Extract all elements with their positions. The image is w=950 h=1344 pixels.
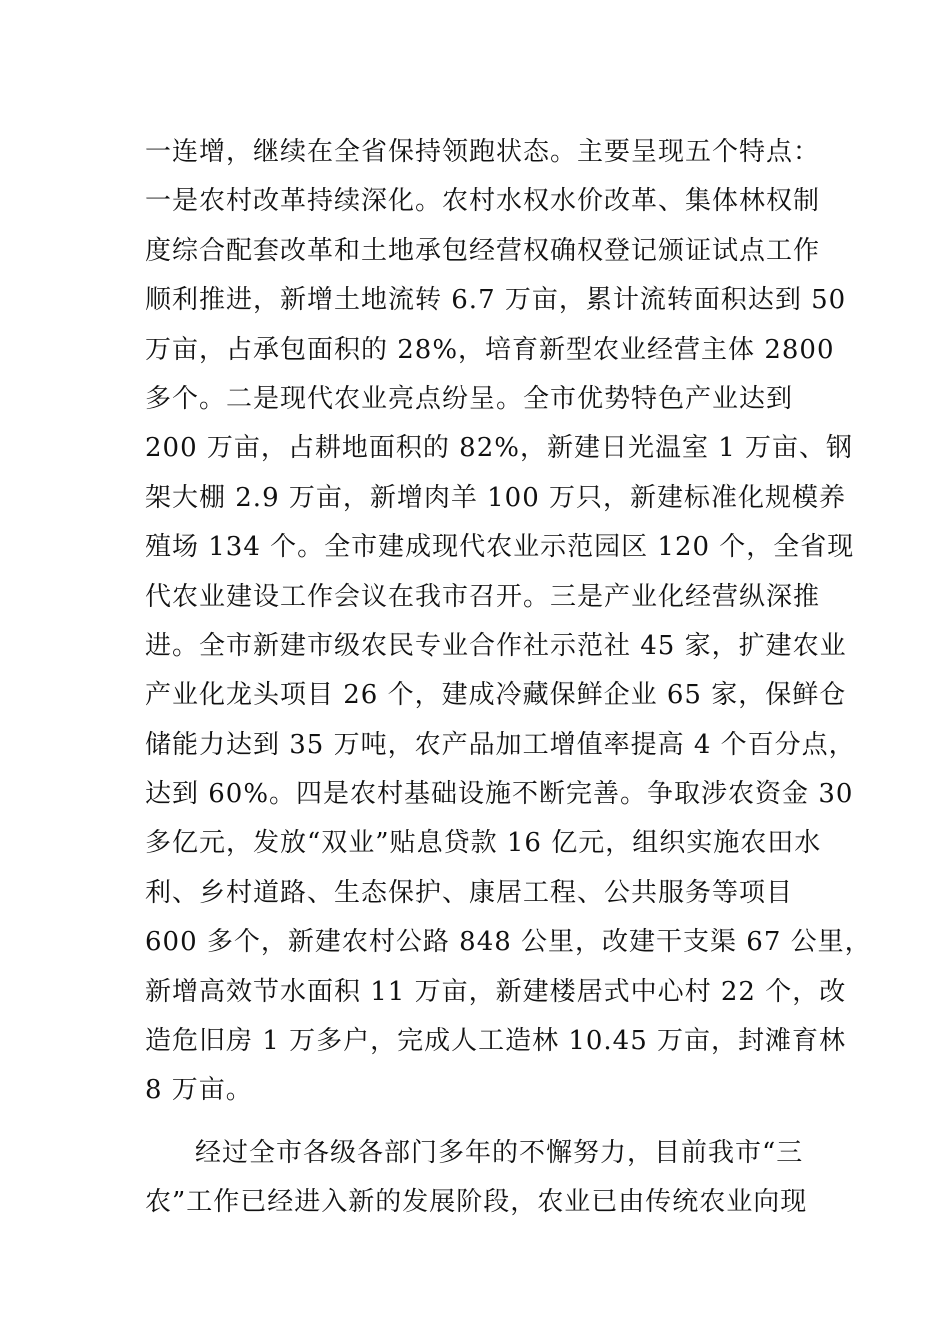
text-line: 度综合配套改革和土地承包经营权确权登记颁证试点工作 xyxy=(145,235,821,266)
text-line: 殖场 134 个。全市建成现代农业示范园区 120 个，全省现 xyxy=(145,532,855,563)
paragraph-spacer xyxy=(145,1116,845,1129)
text-line: 600 多个，新建农村公路 848 公里，改建干支渠 67 公里， xyxy=(145,927,872,958)
text-line: 造危旧房 1 万多户，完成人工造林 10.45 万亩，封滩育林 xyxy=(145,1026,847,1057)
text-line: 达到 60%。四是农村基础设施不断完善。争取涉农资金 30 xyxy=(145,779,854,810)
body-text xyxy=(145,128,872,1228)
text-line: 农”工作已经进入新的发展阶段，农业已由传统农业向现 xyxy=(145,1187,808,1218)
paragraph-1 xyxy=(145,128,872,1116)
text-line: 经过全市各级各部门多年的不懈努力，目前我市“三 xyxy=(195,1137,804,1168)
text-line: 代农业建设工作会议在我市召开。三是产业化经营纵深推 xyxy=(145,581,821,612)
text-line: 储能力达到 35 万吨，农产品加工增值率提高 4 个百分点， xyxy=(145,729,856,760)
text-line: 进。全市新建市级农民专业合作社示范社 45 家，扩建农业 xyxy=(145,630,847,661)
text-line: 产业化龙头项目 26 个，建成冷藏保鲜企业 65 家，保鲜仓 xyxy=(145,680,847,711)
text-line: 8 万亩。 xyxy=(145,1075,253,1106)
text-line: 多亿元，发放“双业”贴息贷款 16 亿元，组织实施农田水 xyxy=(145,828,822,859)
paragraph-2 xyxy=(145,1129,845,1228)
text-line: 一连增，继续在全省保持领跑状态。主要呈现五个特点： xyxy=(145,137,821,167)
text-line: 新增高效节水面积 11 万亩，新建楼居式中心村 22 个，改 xyxy=(145,976,847,1007)
text-line: 一是农村改革持续深化。农村水权水价改革、集体林权制 xyxy=(145,186,821,217)
text-line: 利、乡村道路、生态保护、康居工程、公共服务等项目 xyxy=(145,877,794,908)
text-line: 多个。二是现代农业亮点纷呈。全市优势特色产业达到 xyxy=(145,383,794,414)
text-line: 200 万亩，占耕地面积的 82%，新建日光温室 1 万亩、钢 xyxy=(145,433,854,464)
text-line: 架大棚 2.9 万亩，新增肉羊 100 万只，新建标准化规模养 xyxy=(145,482,847,513)
text-line: 顺利推进，新增土地流转 6.7 万亩，累计流转面积达到 50 xyxy=(145,285,847,316)
text-line: 万亩，占承包面积的 28%，培育新型农业经营主体 2800 xyxy=(145,334,835,365)
